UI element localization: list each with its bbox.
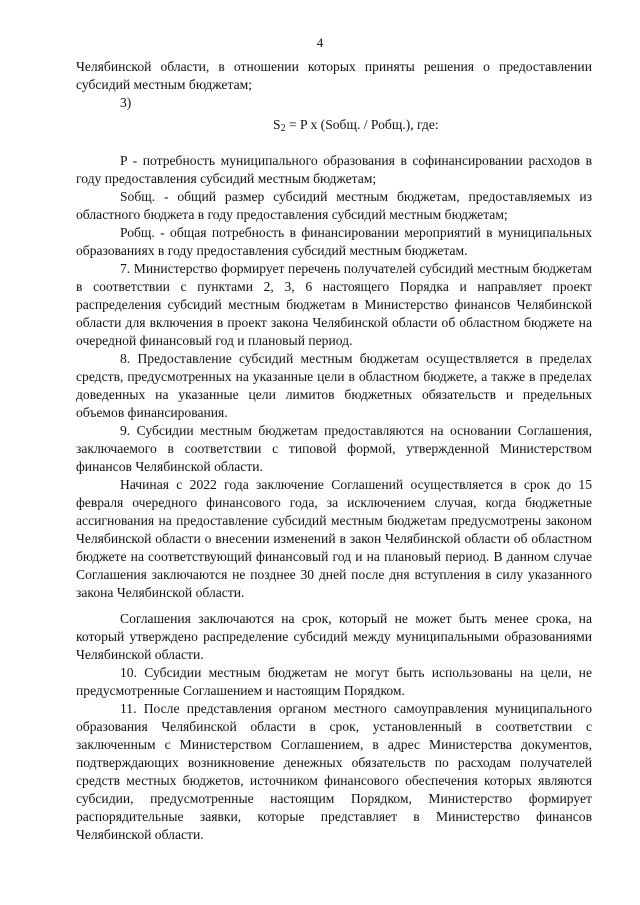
formula-rhs: = P x (Sобщ. / Робщ.), где: (285, 117, 439, 132)
formula-subscript: 2 (280, 123, 286, 134)
definition-p: P - потребность муниципального образования в софинансировании расходов в году предоставления субсидий местным бюджетам; (76, 153, 592, 186)
paragraph-8: 8. Предоставление субсидий местным бюджетам осуществляется в пределах средств, предусмотренных на указанные цели в областном бюджете, а также в пределах доведенных на указанные цели лимитов бюджетных обязательств и предельных объемов финансирования. (76, 351, 592, 420)
page-number: 4 (316, 35, 324, 50)
definition-robsch: Робщ. - общая потребность в финансировании мероприятий в муниципальных образованиях в году предоставления субсидий местным бюджетам. (76, 225, 592, 258)
document-body (76, 58, 592, 844)
paragraph-10: 10. Субсидии местным бюджетам не могут быть использованы на цели, не предусмотренные Соглашением и настоящим Порядком. (76, 665, 592, 698)
paragraph-9: 9. Субсидии местным бюджетам предоставляются на основании Соглашения, заключаемого в соответствии с типовой формой, утвержденной Министерством финансов Челябинской области. (76, 423, 592, 474)
definition-sobsch: Sобщ. - общий размер субсидий местным бюджетам, предоставляемых из областного бюджета в году предоставления субсидий местным бюджетам; (76, 189, 592, 222)
paragraph-7: 7. Министерство формирует перечень получателей субсидий местным бюджетам в соответствии с пунктами 2, 3, 6 настоящего Порядка и направляет проект распределения субсидий местным бюджетам в Министерство финансов Челябинской области для включения в проект закона Челябинской области об областном бюджете на очередной финансовый год и плановый период. (76, 261, 592, 348)
formula-lhs: S (273, 117, 281, 132)
paragraph-continuation: Челябинской области, в отношении которых приняты решения о предоставлении субсидий местным бюджетам; (76, 59, 592, 92)
paragraph-9-part-2: Начиная с 2022 года заключение Соглашений осуществляется в срок до 15 февраля очередного финансового года, за исключением случая, когда бюджетные ассигнования на предоставление субсидий местным бюджетам предусмотрены законом Челябинской области о внесении изменений в закон Челябинской области об областном бюджете на соответствующий финансовый год и на плановый период. В данном случае Соглашения заключаются не позднее 30 дней после дня вступления в силу указанного закона Челябинской области. (76, 477, 592, 600)
formula-number: 3) (120, 95, 132, 110)
paragraph-11: 11. После представления органом местного самоуправления муниципального образования Челябинской области в срок, установленный в соответствии с заключенным с Министерством Соглашением, в адрес Министерства документов, подтверждающих возникновение денежных обязательств по расходам получателей средств местных бюджетов, источником финансового обеспечения которых являются субсидии, предусмотренные настоящим Порядком, Министерство формирует распорядительные заявки, которые представляет в Министерство финансов Челябинской области. (76, 701, 592, 842)
formula (76, 116, 592, 134)
paragraph-9-part-3: Соглашения заключаются на срок, который не может быть менее срока, на который утверждено распределение субсидий между муниципальными образованиями Челябинской области. (76, 611, 592, 662)
